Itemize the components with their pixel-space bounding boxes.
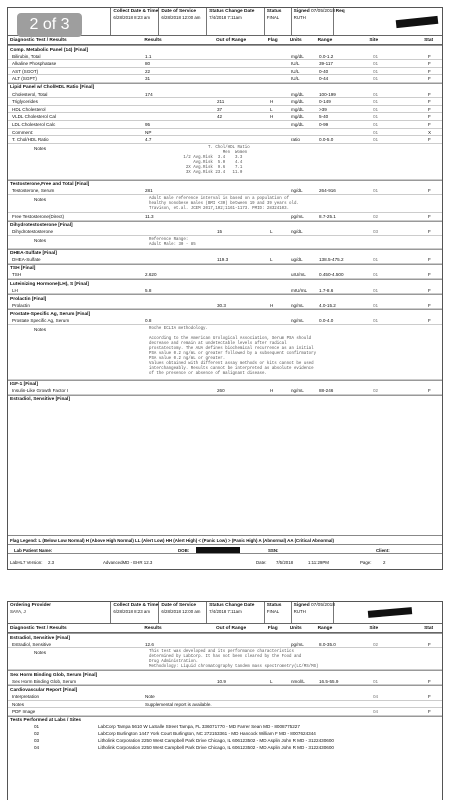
- table-row: [8, 708, 442, 716]
- range-value: 4.0-15.2: [319, 302, 336, 308]
- test-name: HDL Cholesterol: [12, 106, 46, 112]
- units-value: ng/dL: [291, 188, 303, 194]
- section-header: Estradiol, Sensitive [Final]: [8, 633, 442, 641]
- provider-value: SAYA, J: [10, 609, 26, 614]
- units-value: mg/dL: [291, 106, 304, 112]
- range-value: 0-149: [319, 99, 331, 105]
- notes-block: [8, 144, 442, 180]
- test-name: PDF Image: [12, 709, 36, 715]
- service-date-cell: [159, 8, 207, 35]
- status-change-label: Status Change Date: [209, 9, 255, 14]
- stat-value: F: [428, 318, 431, 324]
- test-name: LDL Cholesterol Calc: [12, 121, 56, 127]
- site-value: 01: [373, 257, 379, 263]
- status-change-cell: [207, 602, 265, 623]
- out-of-range-value: 119.3: [217, 257, 229, 263]
- dob-label: DOB:: [178, 548, 190, 553]
- units-value: mg/dL: [291, 121, 304, 127]
- test-name: Notes: [12, 701, 25, 707]
- notes-label: Notes: [34, 326, 47, 332]
- col-units: Units: [289, 37, 302, 43]
- site-value: 01: [373, 318, 379, 324]
- labs-list: [8, 723, 442, 751]
- status-value: FINAL: [266, 15, 280, 20]
- report-page-1: [7, 7, 443, 570]
- range-value: 0.0-5.0: [319, 137, 334, 143]
- flag-value: H: [270, 388, 274, 394]
- table-row: [8, 317, 442, 325]
- section-header: Comp. Metabolic Panel (14) [Final]: [8, 45, 442, 53]
- test-name: Estradiol, Sensitive: [12, 641, 52, 647]
- stat-value: F: [428, 99, 431, 105]
- result-value: 281: [145, 188, 153, 194]
- site-value: 01: [373, 91, 379, 97]
- range-value: 8.7-25.1: [319, 213, 336, 219]
- units-value: ng/mL: [291, 302, 304, 308]
- notes-block: [8, 648, 442, 670]
- stat-value: F: [428, 188, 431, 194]
- notes-block: [8, 325, 442, 380]
- col-flag: Flag: [267, 37, 278, 43]
- notes-block: [8, 195, 442, 213]
- test-name: Insulin-Like Growth Factor I: [12, 388, 69, 394]
- table-row: [8, 187, 442, 195]
- flag-value: H: [270, 114, 274, 120]
- print-date-label: Date:: [256, 560, 267, 565]
- service-date-cell: [159, 602, 207, 623]
- ssn-label: SSN:: [268, 548, 279, 553]
- range-value: 138.5-475.2: [319, 257, 344, 263]
- stat-value: F: [428, 76, 431, 82]
- notes-block: [8, 236, 442, 249]
- flag-value: L: [270, 106, 273, 112]
- labs-title: Tests Performed at Labs / Sites: [8, 716, 442, 724]
- collect-date-value: 6/28/2018 8:23 am: [113, 15, 151, 20]
- site-value: 01: [373, 678, 379, 684]
- site-value: 02: [373, 388, 379, 394]
- section-header: Luteinizing Hormone(LH), S [Final]: [8, 279, 442, 287]
- test-name: VLDL Cholesterol Cal: [12, 114, 57, 120]
- table-row: [8, 53, 442, 61]
- col-out-of-range: Out of Range: [216, 625, 247, 631]
- software-footer: [8, 558, 442, 568]
- units-value: mg/dL: [291, 53, 304, 59]
- out-of-range-value: 260: [217, 388, 225, 394]
- table-row: [8, 121, 442, 129]
- print-time-value: 1:11:29PM: [308, 560, 329, 565]
- units-value: mg/dL: [291, 99, 304, 105]
- status-change-cell: [207, 8, 265, 35]
- lab-site-address: LabCorp Burlington 1447 York Court Burlington, NC 272153361 - MD Hancock William F MD - 8007624344: [98, 731, 316, 737]
- range-value: 100-199: [319, 91, 336, 97]
- col-site: Site: [369, 625, 379, 631]
- site-value: 02: [373, 213, 379, 219]
- table-row: [8, 678, 442, 686]
- out-of-range-value: 37: [217, 106, 223, 112]
- range-value: 1.7-8.6: [319, 287, 334, 293]
- lab-site-row: [8, 730, 442, 737]
- test-name: Cholesterol, Total: [12, 91, 48, 97]
- collect-date-cell: [111, 8, 159, 35]
- flag-value: H: [270, 302, 274, 308]
- notes-text: T. Chol/HDL Ratio Men Women 1/2 Avg.Risk 3.4 3.3 Avg.Risk 5.0 4.4 2X Avg.Risk 9.6 7.1 3X Avg.Risk 23.4 11.0: [183, 145, 250, 176]
- site-value: 01: [373, 76, 379, 82]
- collect-date-value: 6/28/2018 8:23 am: [113, 609, 151, 614]
- version-label: LabHL7 Version:: [10, 560, 43, 565]
- units-value: mIU/mL: [291, 287, 308, 293]
- notes-text: Roche ECLIA methodology. According to the American Urological Association, Serum PSA should decrease and remain at undetectable levels after radical prostatectomy. The AUA defines biochemical recurrence as an initial PSA value 0.2 ng/mL or greater followed by a subsequent confirmatory PSA value 0.2 ng/mL or greater. Values obtained with different assay methods or kits cannot be used interchangeably. Results cannot be interpreted as absolute evidence of the presence or absence of malignant disease.: [149, 326, 317, 377]
- test-name: T. Chol/HDL Ratio: [12, 137, 49, 143]
- site-value: 01: [373, 129, 379, 135]
- service-date-value: 6/28/2018 12:00 am: [161, 609, 201, 614]
- result-value: 95: [145, 121, 151, 127]
- column-header-row: [8, 36, 442, 45]
- result-value: NP: [145, 129, 152, 135]
- site-value: 01: [373, 68, 379, 74]
- site-value: 01: [373, 272, 379, 278]
- print-date-value: 7/5/2018: [276, 560, 294, 565]
- stat-value: F: [428, 213, 431, 219]
- notes-text: Reference Range: Adult Male: 30 - 85: [149, 237, 196, 247]
- flag-legend: [8, 535, 442, 544]
- stat-value: F: [428, 53, 431, 59]
- table-row: [8, 271, 442, 279]
- stat-value: F: [428, 302, 431, 308]
- stat-value: F: [428, 114, 431, 120]
- col-stat: Stat: [424, 625, 434, 631]
- result-value: 2.620: [145, 272, 157, 278]
- col-site: Site: [369, 37, 379, 43]
- signed-date: 07/05/2018: [311, 9, 336, 14]
- software-name: AdvancedMD - EHR 12.3: [103, 560, 153, 565]
- flag-value: L: [270, 678, 273, 684]
- section-header: TSH [Final]: [8, 264, 442, 272]
- signed-cell: [292, 602, 334, 623]
- result-value: 0.8: [145, 318, 152, 324]
- out-of-range-value: 42: [217, 114, 223, 120]
- redaction-bar: [196, 547, 240, 553]
- flag-value: H: [270, 99, 274, 105]
- page-number-value: 2: [383, 560, 386, 565]
- site-value: 01: [373, 114, 379, 120]
- test-name: Dihydrotestosterone: [12, 229, 54, 235]
- table-row: [8, 106, 442, 114]
- stat-value: F: [428, 272, 431, 278]
- status-label: Status: [266, 603, 282, 608]
- provider-cell: [8, 602, 111, 623]
- result-value: 1.1: [145, 53, 152, 59]
- table-row: [8, 129, 442, 137]
- site-value: 01: [373, 188, 379, 194]
- result-value: 4.7: [145, 137, 152, 143]
- lab-site-row: [8, 723, 442, 730]
- stat-value: F: [428, 287, 431, 293]
- units-value: pg/mL: [291, 641, 304, 647]
- result-value: 174: [145, 91, 153, 97]
- site-value: 04: [373, 709, 379, 715]
- client-label: Client:: [376, 548, 390, 553]
- table-row: [8, 98, 442, 106]
- units-value: ratio: [291, 137, 300, 143]
- units-value: IU/L: [291, 76, 300, 82]
- site-value: 04: [373, 693, 379, 699]
- flag-value: L: [270, 229, 273, 235]
- range-value: >39: [319, 106, 327, 112]
- result-value: 22: [145, 68, 151, 74]
- stat-value: F: [428, 137, 431, 143]
- test-name: LH: [12, 287, 18, 293]
- test-name: DHEA-Sulfate: [12, 257, 41, 263]
- col-stat: Stat: [424, 37, 434, 43]
- stat-value: X: [428, 129, 432, 135]
- service-date-value: 6/28/2018 12:00 am: [161, 15, 201, 20]
- stat-value: F: [428, 61, 431, 67]
- lab-site-row: [8, 737, 442, 744]
- lab-site-address: LabCorp Tampa 5610 W LaSalle Street Tampa, FL 336071770 - MD Farrer Sean MD - 8008775227: [98, 724, 300, 730]
- table-row: [8, 60, 442, 68]
- result-value: 12.6: [145, 641, 154, 647]
- signed-value: RUTH: [293, 15, 306, 20]
- lab-site-address: Litholink Corporation 2250 West Campbell Park Drive Chicago, IL 606123502 - MD Asplin John R MD - 3122430600: [98, 745, 334, 751]
- lab-site-id: 02: [34, 731, 40, 737]
- page-number-label: Page:: [360, 560, 372, 565]
- collect-date-label: Collect Date & Time: [113, 603, 159, 608]
- units-value: IU/L: [291, 61, 300, 67]
- test-name: Testosterone, Serum: [12, 188, 55, 194]
- table-row: [8, 91, 442, 99]
- test-name: Alkaline Phosphatase: [12, 61, 57, 67]
- site-value: 01: [373, 61, 379, 67]
- stat-value: F: [428, 68, 431, 74]
- lab-site-row: [8, 744, 442, 751]
- col-results: Results: [144, 37, 162, 43]
- site-value: 03: [373, 229, 379, 235]
- out-of-range-value: 30.3: [217, 302, 226, 308]
- test-name: AST (SGOT): [12, 68, 39, 74]
- test-name: TSH: [12, 272, 22, 278]
- table-row: [8, 701, 442, 709]
- units-value: pg/mL: [291, 213, 304, 219]
- provider-label: Ordering Provider: [10, 603, 52, 608]
- lab-site-id: 01: [34, 724, 40, 730]
- units-value: ng/dL: [291, 229, 303, 235]
- col-flag: Flag: [267, 625, 278, 631]
- stat-value: F: [428, 641, 431, 647]
- stat-value: F: [428, 229, 431, 235]
- col-out-of-range: Out of Range: [216, 37, 247, 43]
- section-header: Testosterone,Free and Total [Final]: [8, 180, 442, 188]
- test-name: Interpretation: [12, 693, 40, 699]
- stat-value: F: [428, 91, 431, 97]
- flag-legend-text: Flag Legend: L (Below Low Normal) H (Above High Normal) LL (Alert Low) HH (Alert High) < (Panic Low) > (Panic High) A (Abnormal) AA (Critical Abnormal): [10, 538, 334, 543]
- service-date-label: Date of Service: [161, 603, 197, 608]
- stat-value: F: [428, 257, 431, 263]
- section-header: Cardiovascular Report [Final]: [8, 685, 442, 693]
- collect-date-label: Collect Date & Time: [113, 9, 159, 14]
- units-value: mg/dL: [291, 114, 304, 120]
- units-value: ng/mL: [291, 388, 304, 394]
- table-row: [8, 693, 442, 701]
- status-cell: [265, 602, 292, 623]
- table-row: [8, 641, 442, 649]
- notes-label: Notes: [34, 196, 47, 202]
- section-header: DHEA-Sulfate [Final]: [8, 249, 442, 257]
- test-name: ALT (SGPT): [12, 76, 37, 82]
- stat-value: F: [428, 106, 431, 112]
- range-value: 0.0-4.0: [319, 318, 334, 324]
- section-header: Prostate-Specific Ag, Serum [Final]: [8, 309, 442, 317]
- col-units: Units: [289, 625, 302, 631]
- notes-text: This test was developed and its performance characteristics determined by LabCorp. It has not been cleared by the Food and Drug Administration. Methodology: Liquid chromatography tandem mass spectrometry(LC/MS/MS): [149, 650, 319, 670]
- column-header-row: [8, 624, 442, 633]
- range-value: 0.450-4.500: [319, 272, 344, 278]
- site-value: 01: [373, 99, 379, 105]
- stat-value: F: [428, 388, 431, 394]
- range-value: 88-246: [319, 388, 334, 394]
- range-value: 264-916: [319, 188, 336, 194]
- test-name: Prolactin: [12, 302, 30, 308]
- table-row: [8, 213, 442, 221]
- table-row: [8, 75, 442, 83]
- section-header: Dihydrotestosterone [Final]: [8, 221, 442, 229]
- out-of-range-value: 10.9: [217, 678, 226, 684]
- section-header: Lipid Panel w/ Chol/HDL Ratio [Final]: [8, 83, 442, 91]
- test-name: Prostate Specific Ag, Serum: [12, 318, 70, 324]
- section-header: Prolactin [Final]: [8, 294, 442, 302]
- patient-name-label: Lab Patient Name:: [14, 548, 53, 553]
- lab-site-id: 04: [34, 745, 40, 751]
- range-value: 0-44: [319, 76, 329, 82]
- out-of-range-value: 15: [217, 229, 223, 235]
- results-table-page-2: [8, 633, 442, 716]
- status-label: Status: [266, 9, 282, 14]
- notes-label: Notes: [34, 145, 47, 151]
- site-value: 02: [373, 641, 379, 647]
- range-value: 0-40: [319, 68, 329, 74]
- range-value: 0-99: [319, 121, 329, 127]
- table-row: [8, 113, 442, 121]
- stat-value: F: [428, 678, 431, 684]
- notes-text: Adult male reference interval is based on a population of healthy nonobese males (BMI <30) between 19 and 39 years old. Travison, et.al. JCEM 2017,102;1161-1173. PMID: 28324103.: [149, 196, 299, 212]
- table-row: [8, 387, 442, 395]
- test-name: Bilirubin, Total: [12, 53, 41, 59]
- page-badge: 2 of 3: [17, 13, 82, 37]
- signed-label: Signed: [293, 9, 310, 14]
- test-name: Free Testosterone(Direct): [12, 213, 64, 219]
- units-value: nmol/L: [291, 678, 305, 684]
- col-test: Diagnostic Test / Results: [10, 625, 67, 631]
- units-value: ng/mL: [291, 318, 304, 324]
- units-value: uIU/mL: [291, 272, 306, 278]
- stat-value: F: [428, 121, 431, 127]
- version-value: 2.3: [48, 560, 55, 565]
- col-results: Results: [144, 625, 162, 631]
- section-header: IGF-1 [Final]: [8, 380, 442, 388]
- out-of-range-value: 211: [217, 99, 225, 105]
- site-value: 01: [373, 121, 379, 127]
- site-value: 01: [373, 137, 379, 143]
- site-value: 01: [373, 287, 379, 293]
- collect-date-cell: [111, 602, 159, 623]
- units-value: IU/L: [291, 68, 300, 74]
- report-page-2: [7, 601, 443, 800]
- signed-date: 07/05/2018: [311, 603, 336, 608]
- units-value: mg/dL: [291, 91, 304, 97]
- signed-label: Signed: [293, 603, 310, 608]
- signed-value: RUTH: [293, 609, 306, 614]
- range-value: 8.0-35.0: [319, 641, 336, 647]
- result-value: 11.3: [145, 213, 154, 219]
- test-name: Sex Horm Binding Glob, Serum: [12, 678, 77, 684]
- status-cell: [265, 8, 292, 35]
- table-row: [8, 287, 442, 295]
- result-value: 5.8: [145, 287, 152, 293]
- result-value: 80: [145, 61, 151, 67]
- notes-label: Notes: [34, 650, 47, 656]
- range-value: 16.5-55.9: [319, 678, 339, 684]
- range-value: 0.0-1.2: [319, 53, 334, 59]
- table-row: [8, 68, 442, 76]
- result-value: 31: [145, 76, 151, 82]
- col-range: Range: [317, 625, 333, 631]
- col-test: Diagnostic Test / Results: [10, 37, 67, 43]
- table-row: [8, 136, 442, 144]
- service-date-label: Date of Service: [161, 9, 197, 14]
- site-value: 01: [373, 302, 379, 308]
- table-row: [8, 256, 442, 264]
- table-row: [8, 302, 442, 310]
- lab-site-id: 03: [34, 738, 40, 744]
- status-value: FINAL: [266, 609, 280, 614]
- results-table-page-1: [8, 45, 442, 402]
- table-row: [8, 228, 442, 236]
- site-value: 01: [373, 106, 379, 112]
- status-change-value: 7/4/2018 7:11am: [209, 15, 242, 20]
- col-range: Range: [317, 37, 333, 43]
- stat-value: F: [428, 709, 431, 715]
- flag-value: L: [270, 257, 273, 263]
- stat-value: F: [428, 693, 431, 699]
- section-header: Estradiol, Sensitive [Final]: [8, 395, 442, 403]
- status-change-value: 7/4/2018 7:11am: [209, 609, 242, 614]
- range-value: 5-40: [319, 114, 329, 120]
- result-value: Supplemental report is available.: [145, 701, 212, 707]
- status-change-label: Status Change Date: [209, 603, 255, 608]
- test-name: Comment:: [12, 129, 34, 135]
- section-header: Sex Horm Binding Glob, Serum [Final]: [8, 670, 442, 678]
- units-value: ug/dL: [291, 257, 303, 263]
- range-value: 39-117: [319, 61, 333, 67]
- signed-cell: [292, 8, 334, 35]
- notes-label: Notes: [34, 237, 47, 243]
- requisition-label: Req: [335, 9, 345, 14]
- lab-site-address: Litholink Corporation 2250 West Campbell Park Drive Chicago, IL 606123502 - MD Asplin John R MD - 3122430600: [98, 738, 334, 744]
- site-value: 01: [373, 53, 379, 59]
- test-name: Triglycerides: [12, 99, 38, 105]
- result-value: Note: [145, 693, 155, 699]
